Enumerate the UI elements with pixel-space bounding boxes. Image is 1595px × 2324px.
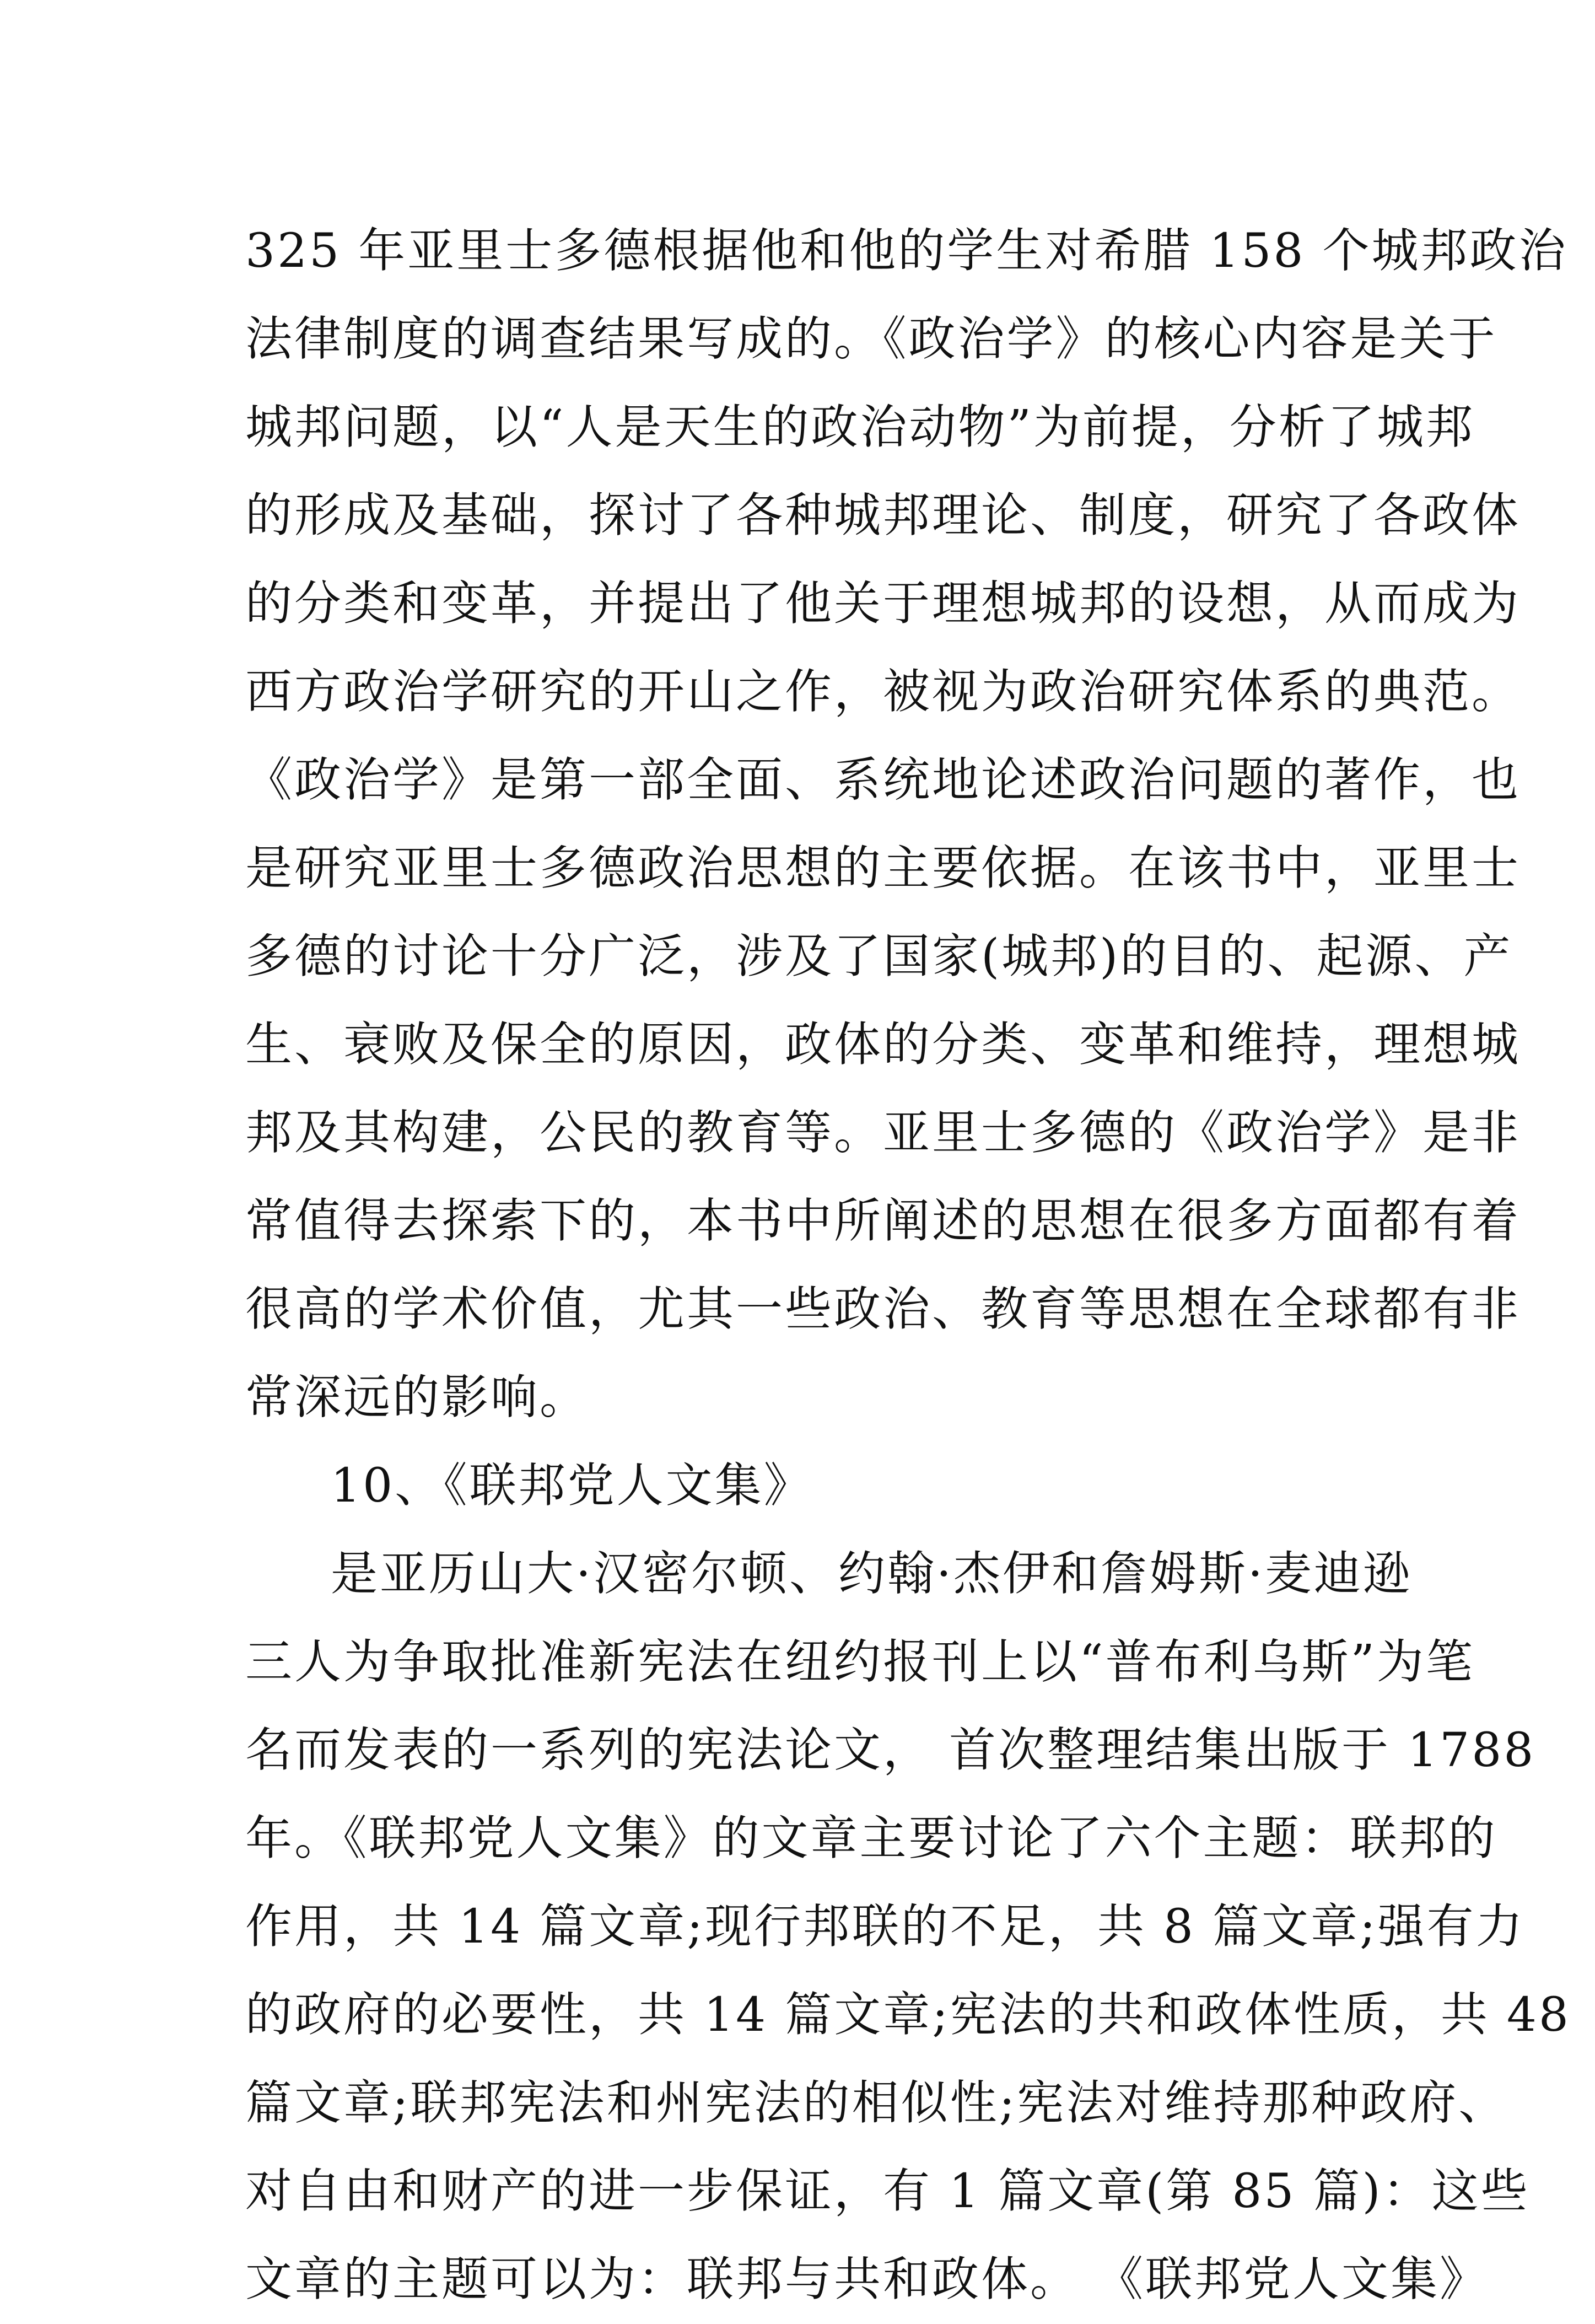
text-line: 作用，共 14 篇文章;现行邦联的不足，共 8 篇文章;强有力 xyxy=(245,1900,1525,1954)
text-line: 多德的讨论十分广泛，涉及了国家(城邦)的目的、起源、产 xyxy=(245,929,1513,984)
body-text xyxy=(245,207,1571,2324)
text-line: 是亚历山大·汉密尔顿、约翰·杰伊和詹姆斯·麦迪逊 xyxy=(331,1547,1413,1601)
text-line: 年。《联邦党人文集》的文章主要讨论了六个主题：联邦的 xyxy=(245,1811,1497,1866)
text-line: 篇文章;联邦宪法和州宪法的相似性;宪法对维持那种政府、 xyxy=(245,2076,1508,2131)
text-line: 常值得去探索下的，本书中所阐述的思想在很多方面都有着 xyxy=(245,1194,1521,1249)
section-heading: 10、《联邦党人文集》 xyxy=(331,1459,813,1513)
text-line: 是研究亚里士多德政治思想的主要依据。在该书中，亚里士 xyxy=(245,841,1521,896)
text-line: 的形成及基础，探讨了各种城邦理论、制度，研究了各政体 xyxy=(245,488,1521,543)
text-line: 的分类和变革，并提出了他关于理想城邦的设想，从而成为 xyxy=(245,577,1521,631)
text-line: 生、衰败及保全的原因，政体的分类、变革和维持，理想城 xyxy=(245,1018,1521,1072)
text-line: 的政府的必要性，共 14 篇文章;宪法的共和政体性质，共 48 xyxy=(245,1988,1571,2042)
text-line: 对自由和财产的进一步保证，有 1 篇文章(第 85 篇)：这些 xyxy=(245,2164,1530,2219)
text-line: 文章的主题可以为：联邦与共和政体。 《联邦党人文集》 xyxy=(245,2252,1489,2307)
text-line: 西方政治学研究的开山之作，被视为政治研究体系的典范。 xyxy=(245,665,1521,719)
text-line: 《政治学》是第一部全面、系统地论述政治问题的著作，也 xyxy=(245,753,1521,808)
text-line: 法律制度的调查结果写成的。《政治学》的核心内容是关于 xyxy=(245,312,1497,367)
text-line: 325 年亚里士多德根据他和他的学生对希腊 158 个城邦政治 xyxy=(245,224,1568,278)
text-line: 三人为争取批准新宪法在纽约报刊上以“普布利乌斯”为笔 xyxy=(245,1635,1475,1690)
text-line: 很高的学术价值，尤其一些政治、教育等思想在全球都有非 xyxy=(245,1282,1521,1337)
text-line: 城邦问题，以“人是天生的政治动物”为前提，分析了城邦 xyxy=(245,400,1475,455)
text-line: 常深远的影响。 xyxy=(245,1370,589,1425)
text-line: 邦及其构建，公民的教育等。亚里士多德的《政治学》是非 xyxy=(245,1106,1521,1160)
text-line: 名而发表的一系列的宪法论文， 首次整理结集出版于 1788 xyxy=(245,1723,1536,1778)
